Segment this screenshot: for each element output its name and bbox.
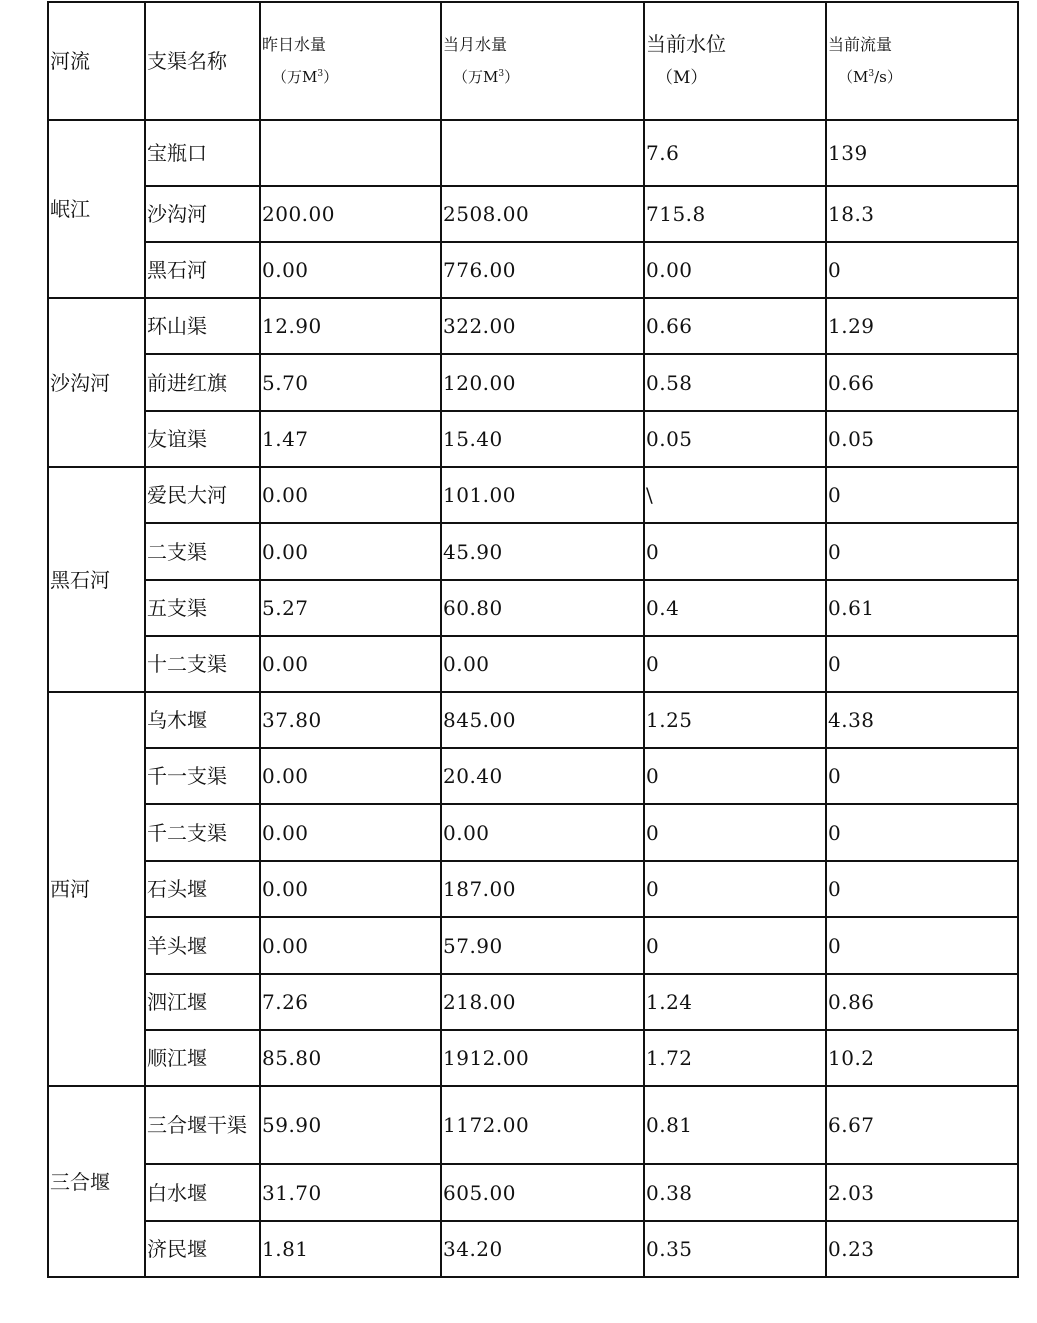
header-branch: 支渠名称 [145,2,260,120]
table-row [48,1086,1018,1164]
level-cell: 0 [644,917,826,974]
flow-cell: 10.2 [826,1030,1018,1086]
table-row [48,411,1018,467]
branch-cell: 千二支渠 [145,804,260,861]
branch-cell: 爱民大河 [145,467,260,523]
flow-cell: 0 [826,917,1018,974]
yesterday-cell: 5.27 [260,580,441,636]
yesterday-cell: 0.00 [260,861,441,917]
month-cell: 45.90 [441,523,644,580]
month-cell: 0.00 [441,636,644,692]
month-cell: 0.00 [441,804,644,861]
yesterday-cell: 0.00 [260,636,441,692]
level-cell: 1.72 [644,1030,826,1086]
flow-cell: 0 [826,523,1018,580]
level-cell: 0.58 [644,354,826,411]
branch-cell: 白水堰 [145,1164,260,1221]
branch-cell: 宝瓶口 [145,120,260,186]
month-cell: 322.00 [441,298,644,354]
table-row [48,974,1018,1030]
yesterday-cell: 0.00 [260,804,441,861]
yesterday-cell: 0.00 [260,467,441,523]
yesterday-cell: 1.81 [260,1221,441,1277]
branch-cell: 五支渠 [145,580,260,636]
header-level: 当前水位 （M） [644,2,826,120]
month-cell: 60.80 [441,580,644,636]
header-yesterday-unit: （万$M^3$） [272,68,339,86]
flow-cell: 18.3 [826,186,1018,242]
table-row [48,242,1018,298]
yesterday-cell: 0.00 [260,748,441,804]
flow-cell: 0.86 [826,974,1018,1030]
branch-cell: 前进红旗 [145,354,260,411]
table-row [48,1164,1018,1221]
branch-cell: 羊头堰 [145,917,260,974]
branch-cell: 二支渠 [145,523,260,580]
yesterday-cell: 85.80 [260,1030,441,1086]
table-body [48,2,1018,1277]
flow-cell: 0 [826,861,1018,917]
river-cell: 黑石河 [48,467,145,692]
level-cell: 1.24 [644,974,826,1030]
table-row [48,692,1018,748]
month-cell: 15.40 [441,411,644,467]
level-cell: 0 [644,748,826,804]
month-cell: 101.00 [441,467,644,523]
header-river: 河流 [48,2,145,120]
yesterday-cell: 0.00 [260,917,441,974]
level-cell: 0.00 [644,242,826,298]
month-cell: 34.20 [441,1221,644,1277]
branch-cell: 环山渠 [145,298,260,354]
branch-cell: 济民堰 [145,1221,260,1277]
table-row [48,748,1018,804]
month-cell: 1172.00 [441,1086,644,1164]
branch-cell: 乌木堰 [145,692,260,748]
branch-cell: 千一支渠 [145,748,260,804]
month-cell: 2508.00 [441,186,644,242]
yesterday-cell: 1.47 [260,411,441,467]
table-row [48,186,1018,242]
table-row [48,523,1018,580]
table-row [48,636,1018,692]
yesterday-cell: 200.00 [260,186,441,242]
level-cell: 0 [644,636,826,692]
header-month: 当月水量 （万$M^3$） [441,2,644,120]
level-cell: 1.25 [644,692,826,748]
level-cell: 0.66 [644,298,826,354]
yesterday-cell: 12.90 [260,298,441,354]
table-row [48,580,1018,636]
yesterday-cell: 0.00 [260,242,441,298]
yesterday-cell: 5.70 [260,354,441,411]
flow-cell: 4.38 [826,692,1018,748]
header-level-unit: （M） [656,68,708,88]
flow-cell: 0 [826,467,1018,523]
level-cell: 0 [644,523,826,580]
flow-cell: 0.61 [826,580,1018,636]
flow-cell: 0.05 [826,411,1018,467]
flow-cell: 0.23 [826,1221,1018,1277]
month-cell: 605.00 [441,1164,644,1221]
branch-cell: 三合堰干渠 [145,1086,260,1164]
flow-cell: 0 [826,748,1018,804]
yesterday-cell: 59.90 [260,1086,441,1164]
month-cell: 845.00 [441,692,644,748]
table-row [48,917,1018,974]
level-cell: 715.8 [644,186,826,242]
level-cell: 0.4 [644,580,826,636]
yesterday-cell: 0.00 [260,523,441,580]
month-cell [441,120,644,186]
branch-cell: 黑石河 [145,242,260,298]
table-row [48,804,1018,861]
header-row [48,2,1018,120]
header-flow: 当前流量 $(M^3/s)$ [826,2,1018,120]
yesterday-cell: 7.26 [260,974,441,1030]
flow-cell: 1.29 [826,298,1018,354]
table-row [48,861,1018,917]
level-cell: 7.6 [644,120,826,186]
header-yesterday: 昨日水量 （万$M^3$） [260,2,441,120]
level-cell: 0.35 [644,1221,826,1277]
table-row [48,1221,1018,1277]
month-cell: 218.00 [441,974,644,1030]
branch-cell: 石头堰 [145,861,260,917]
level-cell: 0.38 [644,1164,826,1221]
level-cell: \ [644,467,826,523]
header-month-unit: （万$M^3$） [453,68,520,86]
branch-cell: 十二支渠 [145,636,260,692]
table-row [48,354,1018,411]
river-cell: 西河 [48,692,145,1086]
branch-cell: 顺江堰 [145,1030,260,1086]
flow-cell: 6.67 [826,1086,1018,1164]
river-cell: 岷江 [48,120,145,298]
yesterday-cell [260,120,441,186]
river-cell: 三合堰 [48,1086,145,1277]
flow-cell: 0.66 [826,354,1018,411]
table-row [48,467,1018,523]
level-cell: 0.81 [644,1086,826,1164]
flow-cell: 139 [826,120,1018,186]
water-volume-table [47,1,1019,1278]
table-row [48,1030,1018,1086]
river-cell: 沙沟河 [48,298,145,467]
month-cell: 20.40 [441,748,644,804]
flow-cell: 0 [826,636,1018,692]
header-flow-unit: $(M^3/s)$ [838,68,902,86]
month-cell: 1912.00 [441,1030,644,1086]
branch-cell: 泗江堰 [145,974,260,1030]
month-cell: 120.00 [441,354,644,411]
month-cell: 187.00 [441,861,644,917]
yesterday-cell: 37.80 [260,692,441,748]
flow-cell: 0 [826,242,1018,298]
branch-cell: 沙沟河 [145,186,260,242]
yesterday-cell: 31.70 [260,1164,441,1221]
branch-cell: 友谊渠 [145,411,260,467]
table-row [48,298,1018,354]
month-cell: 776.00 [441,242,644,298]
flow-cell: 0 [826,804,1018,861]
level-cell: 0 [644,861,826,917]
level-cell: 0 [644,804,826,861]
month-cell: 57.90 [441,917,644,974]
flow-cell: 2.03 [826,1164,1018,1221]
level-cell: 0.05 [644,411,826,467]
table-row [48,120,1018,186]
